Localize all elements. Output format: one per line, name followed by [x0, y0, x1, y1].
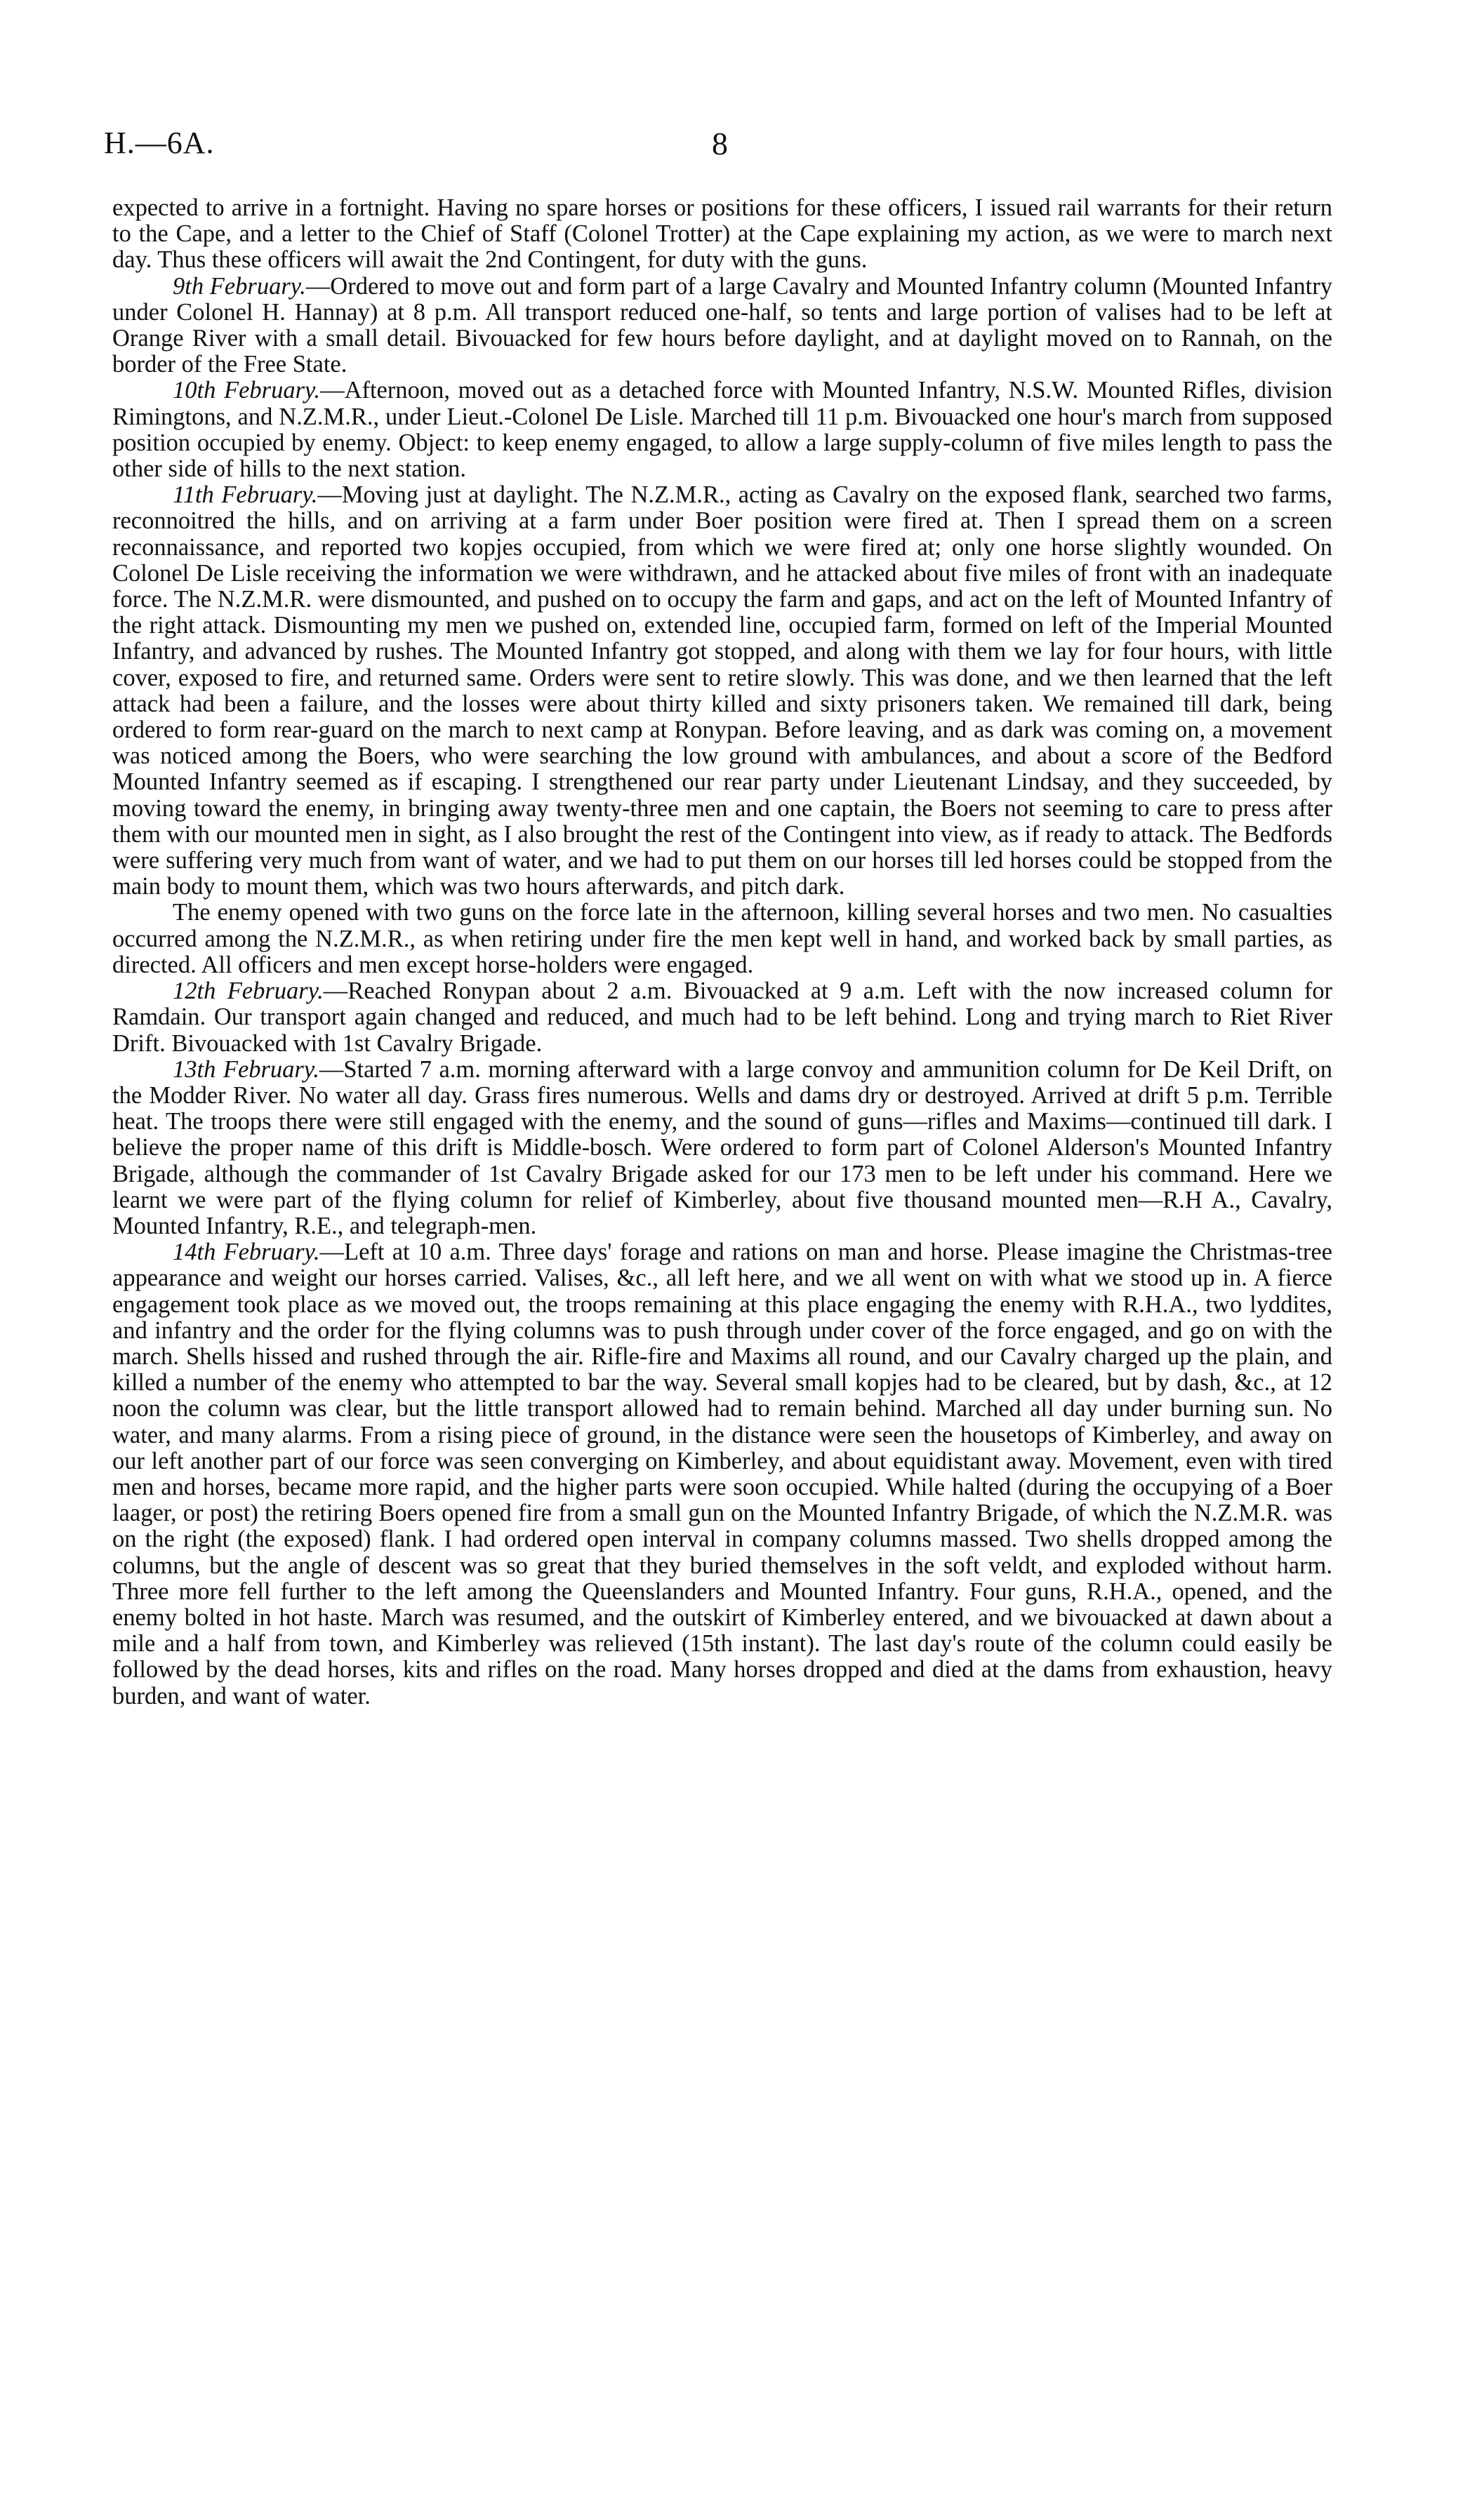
paragraph-text: —Reached Ronypan about 2 a.m. Bivouacked at 9 a.m. Left with the now increased column for Ramdain. Our transport again changed and reduced, and much had to be left behind. Long and trying march to Riet River Drift. Bivouacked with 1st Cavalry Brigade. — [112, 978, 1332, 1057]
paragraph-13th-february — [112, 1057, 1332, 1239]
paragraph-text: expected to arrive in a fortnight. Having no spare horses or positions for these officers, I issued rail warrants for their return to the Cape, and a letter to the Chief of Staff (Colonel Trotter) at the Cape explaining my action, as we were to march next day. Thus these officers will await the 2nd Contingent, for duty with the guns. — [112, 194, 1332, 274]
paragraph-text: —Moving just at daylight. The N.Z.M.R., acting as Cavalry on the exposed flank, searched two farms, reconnoitred the hills, and on arriving at a farm under Boer position were fired at. Then I spread them on a screen reconnaissance, and reported two kopjes occupied, from which we were fired at; only one horse slightly wounded. On Colonel De Lisle receiving the information we were withdrawn, and he attacked about five miles of front with an inadequate force. The N.Z.M.R. were dismounted, and pushed on to occupy the farm and gaps, and act on the left of Mounted Infantry of the right attack. Dismounting my men we pushed on, extended line, occupied farm, formed on left of the Imperial Mounted Infantry, and advanced by rushes. The Mounted Infantry got stopped, and along with them we lay for four hours, with little cover, exposed to fire, and returned same. Orders were sent to retire slowly. This was done, and we then learned that the left attack had been a failure, and the losses were about thirty killed and sixty prisoners taken. We remained till dark, being ordered to form rear-guard on the march to next camp at Ronypan. Before leaving, and as dark was coming on, a movement was noticed among the Boers, who were searching the low ground with ambulances, and about a score of the Bedford Mounted Infantry seemed as if escaping. I strengthened our rear party under Lieutenant Lindsay, and they succeeded, by moving toward the enemy, in bringing away twenty-three men and one captain, the Boers not seeming to care to press after them with our mounted men in sight, as I also brought the rest of the Contingent into view, as if ready to attack. The Bedfords were suffering very much from want of water, and we had to put them on our horses till led horses could be stopped from the main body to mount them, which was two hours afterwards, and pitch dark. — [112, 481, 1332, 900]
date-heading: 12th February. — [173, 978, 324, 1005]
paragraph-text: —Afternoon, moved out as a detached force with Mounted Infantry, N.S.W. Mounted Rifles, division Rimingtons, and N.Z.M.R., under Lieut.-Colonel De Lisle. Marched till 11 p.m. Bivouacked one hour's march from supposed position occupied by enemy. Object: to keep enemy engaged, to allow a large supply-column of five miles length to pass the other side of hills to the next station. — [112, 377, 1333, 483]
page-header — [104, 125, 1374, 174]
paragraph-11th-february — [112, 482, 1332, 900]
date-heading: 11th February. — [173, 481, 318, 509]
paragraph-text: —Started 7 a.m. morning afterward with a large convoy and ammunition column for De Keil Drift, on the Modder River. No water all day. Grass fires numerous. Wells and dams dry or destroyed. Arrived at drift 5 p.m. Terrible heat. The troops there were still engaged with the enemy, and the sound of guns—rifles and Maxims—continued till dark. I believe the proper name of this drift is Middle-bosch. Were ordered to form part of Colonel Alderson's Mounted Infantry Brigade, although the commander of 1st Cavalry Brigade asked for our 173 men to be left under his command. Here we learnt we were part of the flying column for relief of Kimberley, about five thousand mounted men—R.H A., Cavalry, Mounted Infantry, R.E., and telegraph-men. — [112, 1055, 1333, 1239]
document-reference: H.—6A. — [104, 126, 215, 160]
paragraph-text: —Ordered to move out and form part of a large Cavalry and Mounted Infantry column (Mounted Infantry under Colonel H. Hannay) at 8 p.m. All transport reduced one-half, so tents and large portion of valises had to be left at Orange River with a small detail. Bivouacked for few hours before daylight, and at daylight moved on to Rannah, on the border of the Free State. — [112, 272, 1332, 378]
paragraph-9th-february — [112, 274, 1332, 378]
date-heading: 13th February. — [173, 1055, 319, 1083]
date-heading: 14th February. — [173, 1239, 320, 1266]
date-heading: 9th February. — [173, 272, 306, 300]
paragraph-text: The enemy opened with two guns on the force late in the afternoon, killing several horses and two men. No casualties occurred among the N.Z.M.R., as when retiring under fire the men kept well in hand, and worked back by small parties, as directed. All officers and men except horse-holders were engaged. — [112, 899, 1332, 978]
paragraph-14th-february — [112, 1239, 1332, 1709]
paragraph-12th-february — [112, 978, 1332, 1057]
page-number: 8 — [712, 126, 728, 161]
paragraph-continuation — [112, 195, 1332, 274]
paragraph-10th-february — [112, 378, 1332, 482]
paragraph-text: —Left at 10 a.m. Three days' forage and rations on man and horse. Please imagine the Christmas-tree appearance and weight our horses carried. Valises, &c., all left here, and we all went on with what we stood up in. A fierce engagement took place as we moved out, the troops remaining at this place engaging the enemy with R.H.A., two lyddites, and infantry and the order for the flying columns was to push through under cover of the force engaged, and go on with the march. Shells hissed and rushed through the air. Rifle-fire and Maxims all round, and our Cavalry charged up the plain, and killed a number of the enemy who attempted to bar the way. Several small kopjes had to be cleared, but by dash, &c., at 12 noon the column was clear, but the little transport allowed had to remain behind. Marched all day under burning sun. No water, and many alarms. From a rising piece of ground, in the distance were seen the housetops of Kimberley, and away on our left another part of our force was seen converging on Kimberley, and about equidistant away. Movement, even with tired men and horses, became more rapid, and the higher parts were soon occupied. While halted (during the occupying of a Boer laager, or post) the retiring Boers opened fire from a small gun on the Mounted Infantry Brigade, of which the N.Z.M.R. was on the right (the exposed) flank. I had ordered open interval in company columns massed. Two shells dropped among the columns, but the angle of descent was so great that they buried themselves in the soft veldt, and exploded without harm. Three more fell further to the left among the Queenslanders and Mounted Infantry. Four guns, R.H.A., opened, and the enemy bolted in hot haste. March was resumed, and the outskirt of Kimberley entered, and we bivouacked at dawn about a mile and a half from town, and Kimberley was relieved (15th instant). The last day's route of the column could easily be followed by the dead horses, kits and rifles on the road. Many horses dropped and died at the dams from exhaustion, heavy burden, and want of water. — [112, 1239, 1332, 1709]
paragraph-enemy-opened — [112, 900, 1332, 978]
report-body — [112, 195, 1332, 1709]
date-heading: 10th February. — [173, 377, 321, 404]
